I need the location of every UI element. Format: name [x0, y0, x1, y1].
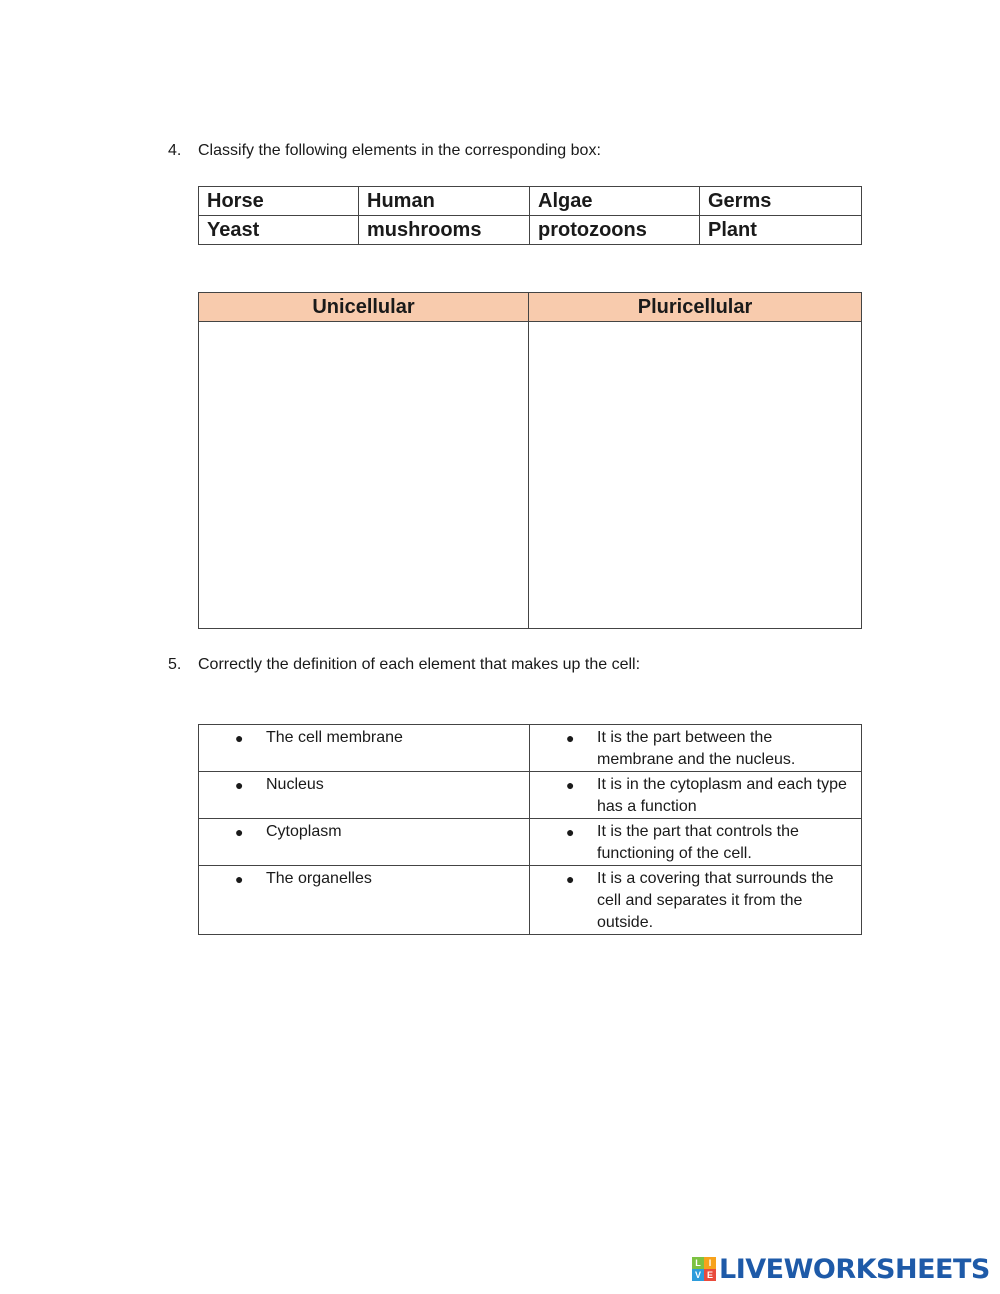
- definition-text: It is the part that controls the functioning of the cell.: [597, 823, 799, 862]
- word-cell[interactable]: Horse: [199, 187, 359, 216]
- question-number: 5.: [168, 656, 182, 673]
- term-cell[interactable]: [199, 819, 530, 866]
- question-number: 4.: [168, 142, 182, 159]
- table-header-row: [199, 293, 862, 322]
- table-row: [199, 187, 862, 216]
- definitions-table: [198, 724, 862, 935]
- classification-table: [198, 292, 862, 629]
- term-text: The cell membrane: [266, 729, 403, 746]
- term-text: The organelles: [266, 870, 372, 887]
- term-cell[interactable]: [199, 725, 530, 772]
- bullet-icon: ●: [235, 730, 244, 746]
- unicellular-drop-zone[interactable]: [199, 322, 529, 629]
- unicellular-header: Unicellular: [199, 293, 529, 322]
- question-5: [168, 655, 640, 675]
- word-cell[interactable]: protozoons: [530, 216, 700, 245]
- bullet-icon: ●: [235, 871, 244, 887]
- word-cell[interactable]: Human: [359, 187, 530, 216]
- definition-cell[interactable]: [530, 725, 862, 772]
- bullet-icon: ●: [566, 777, 575, 793]
- question-4: [168, 141, 601, 161]
- bullet-icon: ●: [566, 824, 575, 840]
- word-cell[interactable]: Algae: [530, 187, 700, 216]
- table-row: [199, 725, 862, 772]
- term-cell[interactable]: [199, 772, 530, 819]
- table-row: [199, 772, 862, 819]
- table-row: [199, 866, 862, 935]
- question-text: Correctly the definition of each element that makes up the cell:: [198, 656, 641, 673]
- definition-text: It is a covering that surrounds the cell and separates it from the outside.: [597, 870, 834, 931]
- word-cell[interactable]: Yeast: [199, 216, 359, 245]
- table-row: [199, 322, 862, 629]
- definition-cell[interactable]: [530, 772, 862, 819]
- definition-cell[interactable]: [530, 819, 862, 866]
- table-row: [199, 216, 862, 245]
- definition-text: It is the part between the membrane and the nucleus.: [597, 729, 796, 768]
- term-cell[interactable]: [199, 866, 530, 935]
- pluricellular-header: Pluricellular: [529, 293, 862, 322]
- bullet-icon: ●: [566, 871, 575, 887]
- word-cell[interactable]: Plant: [700, 216, 862, 245]
- definition-cell[interactable]: [530, 866, 862, 935]
- word-cell[interactable]: mushrooms: [359, 216, 530, 245]
- question-text: Classify the following elements in the corresponding box:: [198, 142, 601, 159]
- liveworksheets-logo: [692, 1253, 990, 1285]
- logo-badge-icon: L I V E: [692, 1257, 716, 1281]
- definition-text: It is in the cytoplasm and each type has a function: [597, 776, 847, 815]
- bullet-icon: ●: [235, 824, 244, 840]
- bullet-icon: ●: [235, 777, 244, 793]
- word-bank-table: [198, 186, 862, 245]
- table-row: [199, 819, 862, 866]
- word-cell[interactable]: Germs: [700, 187, 862, 216]
- term-text: Nucleus: [266, 776, 324, 793]
- logo-text: LIVEWORKSHEETS: [719, 1253, 990, 1285]
- term-text: Cytoplasm: [266, 823, 342, 840]
- pluricellular-drop-zone[interactable]: [529, 322, 862, 629]
- bullet-icon: ●: [566, 730, 575, 746]
